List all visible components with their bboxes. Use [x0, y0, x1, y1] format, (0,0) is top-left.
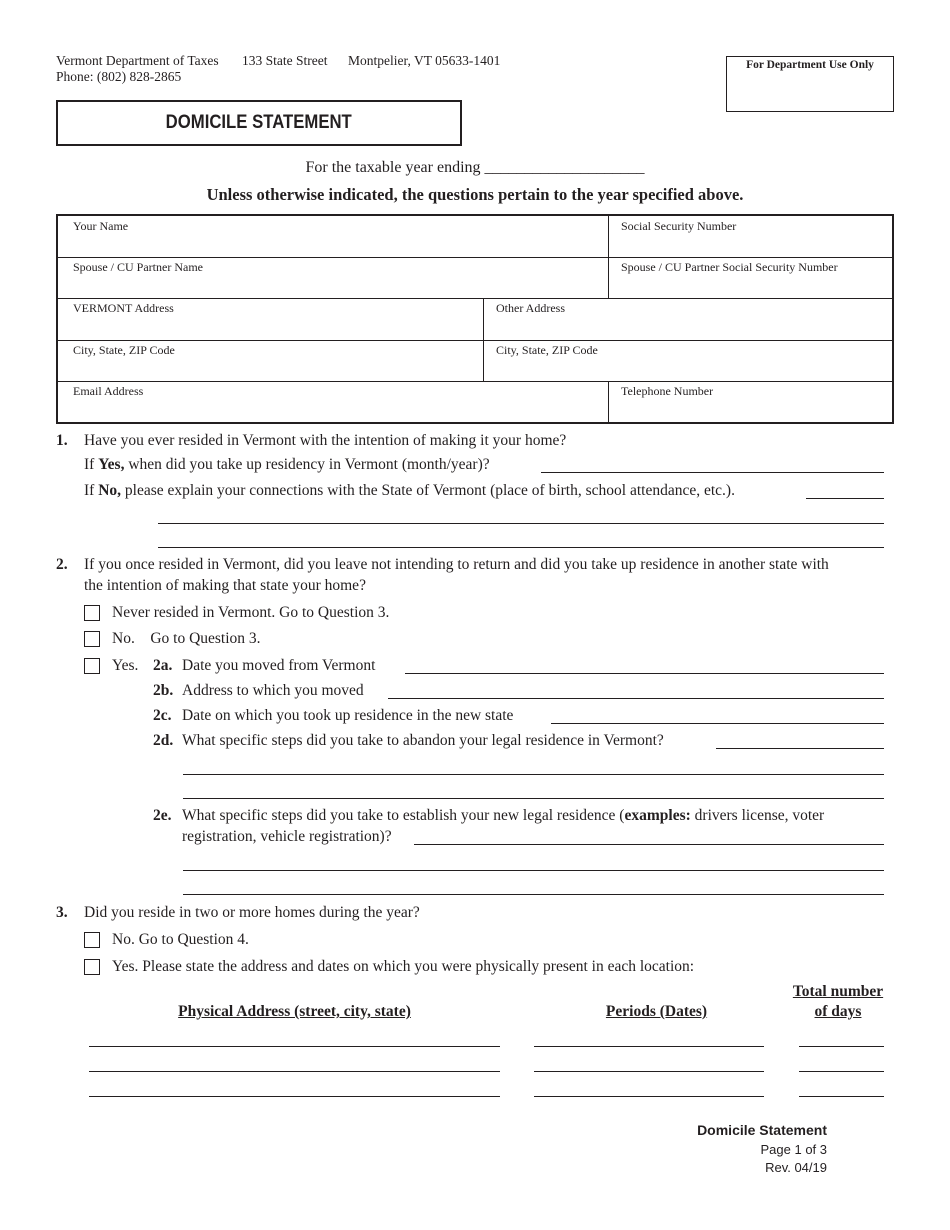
- q2d-answer-line[interactable]: [183, 774, 884, 775]
- q1-explain-line[interactable]: [806, 498, 884, 499]
- q2-never-checkbox[interactable]: [84, 605, 100, 621]
- q2e-number: 2e.: [153, 807, 172, 824]
- ssn-field[interactable]: Social Security Number: [621, 219, 737, 233]
- address-row-line[interactable]: [89, 1096, 500, 1097]
- vermont-address-field[interactable]: VERMONT Address: [73, 301, 174, 315]
- col-header-days-2: of days: [814, 1003, 862, 1020]
- q1-if-yes-label: If: [84, 456, 99, 473]
- periods-row-line[interactable]: [534, 1046, 764, 1047]
- q2d-number: 2d.: [153, 732, 174, 749]
- q1-if-no: [84, 482, 735, 500]
- q2a-number: 2a.: [153, 657, 173, 674]
- grid-divider: [608, 381, 609, 424]
- grid-divider: [58, 381, 892, 382]
- q1-if-no-label: If: [84, 482, 99, 499]
- other-address-field[interactable]: Other Address: [496, 301, 565, 315]
- q3-text: Did you reside in two or more homes during the year?: [84, 904, 420, 921]
- q2e-examples-bold: examples:: [624, 807, 691, 824]
- q2a-date-line[interactable]: [405, 673, 884, 674]
- q1-if-yes-text: when did you take up residency in Vermont (month/year)?: [124, 456, 490, 473]
- taxable-year-line: For the taxable year ending ____________________: [305, 159, 645, 176]
- q2e-text-line2: registration, vehicle registration)?: [182, 828, 392, 845]
- title-box: [56, 100, 462, 146]
- q1-if-yes: [84, 456, 490, 474]
- days-row-line[interactable]: [799, 1096, 884, 1097]
- grid-divider: [483, 298, 484, 381]
- col-header-periods: Periods (Dates): [605, 1003, 708, 1020]
- footer-page: Page 1 of 3: [760, 1142, 827, 1157]
- q2e-answer-line[interactable]: [183, 870, 884, 871]
- agency-city: Montpelier, VT 05633-1401: [348, 53, 501, 68]
- q1-explain-line[interactable]: [158, 547, 884, 548]
- periods-row-line[interactable]: [534, 1071, 764, 1072]
- department-use-label: For Department Use Only: [746, 59, 874, 71]
- form-title: DOMICILE STATEMENT: [165, 112, 353, 133]
- q2d-answer-line[interactable]: [183, 798, 884, 799]
- q3-yes-checkbox[interactable]: [84, 959, 100, 975]
- q3-no-checkbox[interactable]: [84, 932, 100, 948]
- q2d-answer-line[interactable]: [716, 748, 884, 749]
- q1-text: Have you ever resided in Vermont with the intention of making it your home?: [84, 432, 567, 449]
- instruction-text: Unless otherwise indicated, the questions pertain to the year specified above.: [206, 185, 744, 204]
- q2b-text: Address to which you moved: [182, 682, 364, 699]
- q2-text-line2: the intention of making that state your home?: [84, 577, 366, 594]
- q1-no-bold: No,: [98, 482, 122, 499]
- q2e-answer-line[interactable]: [414, 844, 884, 845]
- q2e-text: [182, 807, 824, 825]
- q2c-text: Date on which you took up residence in the new state: [182, 707, 514, 724]
- identification-grid: [56, 214, 894, 424]
- q2c-number: 2c.: [153, 707, 172, 724]
- q2b-number: 2b.: [153, 682, 174, 699]
- department-use-box: [726, 56, 894, 112]
- col-header-address: Physical Address (street, city, state): [178, 1003, 411, 1020]
- other-city-state-zip-field[interactable]: City, State, ZIP Code: [496, 343, 598, 357]
- q2-text-line1: If you once resided in Vermont, did you leave not intending to return and did you take up residence in another state with: [84, 556, 829, 573]
- q2-no-label: No. Go to Question 3.: [112, 630, 261, 647]
- q2d-text: What specific steps did you take to abandon your legal residence in Vermont?: [182, 732, 664, 749]
- spouse-name-field[interactable]: Spouse / CU Partner Name: [73, 260, 203, 274]
- q2c-date-line[interactable]: [551, 723, 884, 724]
- agency-name: Vermont Department of Taxes: [56, 53, 219, 68]
- vt-city-state-zip-field[interactable]: City, State, ZIP Code: [73, 343, 175, 357]
- q1-if-no-text: please explain your connections with the State of Vermont (place of birth, school attendance, etc.).: [121, 482, 735, 499]
- q1-number: 1.: [56, 432, 68, 449]
- telephone-field[interactable]: Telephone Number: [621, 384, 714, 398]
- grid-divider: [608, 216, 609, 298]
- q1-residency-date-line[interactable]: [541, 472, 884, 473]
- grid-divider: [58, 298, 892, 299]
- periods-row-line[interactable]: [534, 1096, 764, 1097]
- q2-number: 2.: [56, 556, 68, 573]
- agency-street: 133 State Street: [242, 53, 328, 68]
- q2-yes-checkbox[interactable]: [84, 658, 100, 674]
- q2-yes-label: Yes.: [112, 657, 139, 674]
- grid-divider: [58, 257, 892, 258]
- address-row-line[interactable]: [89, 1071, 500, 1072]
- q3-no-label: No. Go to Question 4.: [112, 931, 249, 948]
- email-field[interactable]: Email Address: [73, 384, 144, 398]
- grid-divider: [58, 340, 892, 341]
- footer-title: Domicile Statement: [697, 1122, 827, 1138]
- col-header-days-1: Total number: [792, 983, 884, 1000]
- q2e-text-pre: What specific steps did you take to establish your new legal residence (: [182, 807, 625, 824]
- days-row-line[interactable]: [799, 1046, 884, 1047]
- q2e-answer-line[interactable]: [183, 894, 884, 895]
- q2-no-checkbox[interactable]: [84, 631, 100, 647]
- days-row-line[interactable]: [799, 1071, 884, 1072]
- q3-yes-label: Yes. Please state the address and dates on which you were physically present in each location:: [112, 958, 695, 975]
- q1-yes-bold: Yes,: [98, 456, 125, 473]
- footer-revision: Rev. 04/19: [765, 1160, 827, 1175]
- q2-never-label: Never resided in Vermont. Go to Question 3.: [112, 604, 390, 621]
- spouse-ssn-field[interactable]: Spouse / CU Partner Social Security Number: [621, 260, 838, 274]
- q3-number: 3.: [56, 904, 68, 921]
- your-name-field[interactable]: Your Name: [73, 219, 129, 233]
- agency-phone: Phone: (802) 828-2865: [56, 69, 182, 84]
- q1-explain-line[interactable]: [158, 523, 884, 524]
- q2a-text: Date you moved from Vermont: [182, 657, 376, 674]
- q2b-address-line[interactable]: [388, 698, 884, 699]
- address-row-line[interactable]: [89, 1046, 500, 1047]
- q2e-text-post: drivers license, voter: [690, 807, 825, 824]
